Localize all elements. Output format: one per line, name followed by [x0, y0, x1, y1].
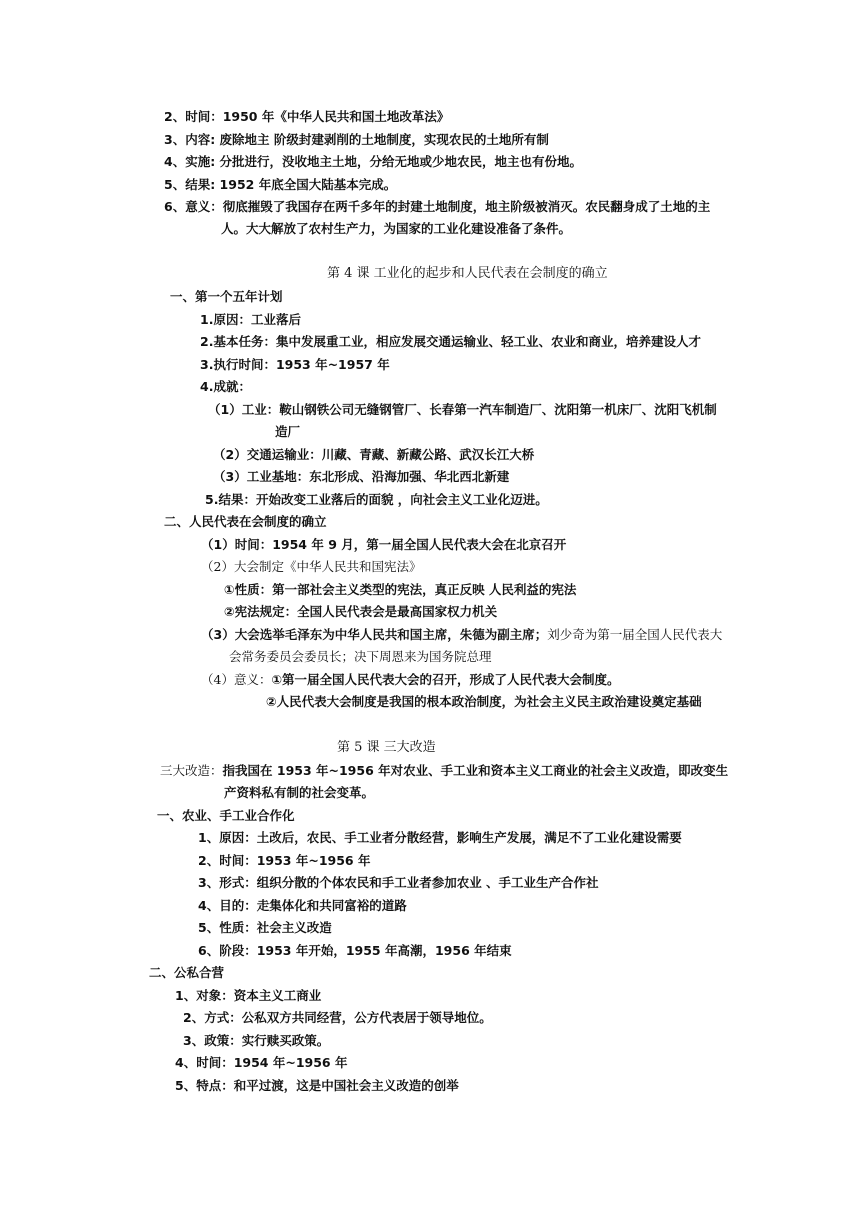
npc-constitution: （2）大会制定《中华人民共和国宪法》 — [201, 559, 422, 574]
achievement-transport: （2）交通运输业：川藏、青藏、新藏公路、武汉长江大桥 — [213, 447, 535, 462]
npc-election-cont: 会常务委员会委员长；决下周恩来为国务院总理 — [229, 649, 492, 664]
definition-label: 三大改造： — [160, 763, 223, 778]
definition-text: 指我国在 1953 年~1956 年对农业、手工业和资本主义工商业的社会主义改造，即改变生 — [222, 763, 729, 778]
land-reform-content: 3、内容: 废除地主 阶级封建剥削的土地制度，实现农民的土地所有制 — [164, 132, 549, 147]
cooperation-purpose: 4、目的：走集体化和共同富裕的道路 — [198, 898, 407, 913]
npc-heading: 二、人民代表在会制度的确立 — [164, 514, 327, 529]
plan-time: 3.执行时间：1953 年~1957 年 — [200, 357, 390, 372]
npc-meaning-2: ②人民代表大会制度是我国的根本政治制度，为社会主义民主政治建设奠定基础 — [266, 694, 702, 709]
plan-result: 5.结果：开始改变工业落后的面貌 ，向社会主义工业化迈进。 — [205, 492, 548, 507]
land-reform-significance-cont: 人。大大解放了农村生产力，为国家的工业化建设准备了条件。 — [221, 221, 572, 236]
land-reform-implementation: 4、实施: 分批进行，没收地主土地，分给无地或少地农民，地主也有份地。 — [164, 154, 583, 169]
achievement-industry-cont: 造厂 — [275, 424, 301, 439]
npc-election — [201, 627, 722, 643]
plan-achievements: 4.成就： — [200, 379, 251, 394]
joint-venture-policy: 3、政策：实行赎买政策。 — [183, 1033, 330, 1048]
npc-meaning — [201, 672, 620, 688]
land-reform-significance: 6、意义：彻底摧毁了我国存在两千多年的封建土地制度，地主阶级被消灭。农民翻身成了土地的主 — [164, 199, 711, 214]
constitution-nature: ①性质：第一部社会主义类型的宪法，真正反映 人民利益的宪法 — [224, 582, 577, 597]
land-reform-result: 5、结果: 1952 年底全国大陆基本完成。 — [164, 177, 397, 192]
joint-venture-method: 2、方式：公私双方共同经营，公方代表居于领导地位。 — [183, 1010, 492, 1025]
lesson-4-title: 第 4 课 工业化的起步和人民代表在会制度的确立 — [327, 266, 608, 281]
achievement-industry: （1）工业：鞍山钢铁公司无缝钢管厂、长春第一汽车制造厂、沈阳第一机床厂、沈阳飞机制 — [208, 402, 717, 417]
land-reform-time: 2、时间：1950 年《中华人民共和国土地改革法》 — [164, 109, 450, 124]
achievement-industrial-base: （3）工业基地：东北形成、沿海加强、华北西北新建 — [213, 469, 510, 484]
joint-venture-feature: 5、特点：和平过渡，这是中国社会主义改造的创举 — [175, 1078, 459, 1093]
cooperation-stage: 6、阶段：1953 年开始，1955 年高潮，1956 年结束 — [198, 943, 512, 958]
joint-venture-time: 4、时间：1954 年~1956 年 — [175, 1055, 348, 1070]
plan-reason: 1.原因：工业落后 — [200, 312, 301, 327]
cooperation-heading: 一、农业、手工业合作化 — [157, 808, 295, 823]
npc-election-rest: 刘少奇为第一届全国人民代表大 — [547, 627, 723, 642]
three-transformations-definition — [160, 763, 728, 779]
five-year-plan-heading: 一、第一个五年计划 — [170, 289, 283, 304]
definition-text-cont: 产资料私有制的社会变革。 — [224, 785, 375, 800]
npc-election-bold: （3）大会选举毛泽东为中华人民共和国主席，朱德为副主席； — [201, 627, 548, 642]
npc-meaning-1: ①第一届全国人民代表大会的召开，形成了人民代表大会制度。 — [271, 672, 620, 687]
plan-task: 2.基本任务：集中发展重工业，相应发展交通运输业、轻工业、农业和商业，培养建设人才 — [200, 334, 701, 349]
constitution-rule: ②宪法规定：全国人民代表会是最高国家权力机关 — [224, 604, 498, 619]
cooperation-nature: 5、性质：社会主义改造 — [198, 920, 332, 935]
npc-meaning-label: （4）意义： — [201, 672, 272, 687]
npc-time: （1）时间：1954 年 9 月，第一届全国人民代表大会在北京召开 — [201, 537, 567, 552]
cooperation-form: 3、形式：组织分散的个体农民和手工业者参加农业 、手工业生产合作社 — [198, 875, 599, 890]
joint-venture-object: 1、对象：资本主义工商业 — [175, 988, 322, 1003]
cooperation-time: 2、时间：1953 年~1956 年 — [198, 853, 371, 868]
lesson-5-title: 第 5 课 三大改造 — [337, 740, 436, 755]
cooperation-reason: 1、原因：土改后，农民、手工业者分散经营，影响生产发展，满足不了工业化建设需要 — [198, 830, 682, 845]
joint-venture-heading: 二、公私合营 — [149, 965, 225, 980]
